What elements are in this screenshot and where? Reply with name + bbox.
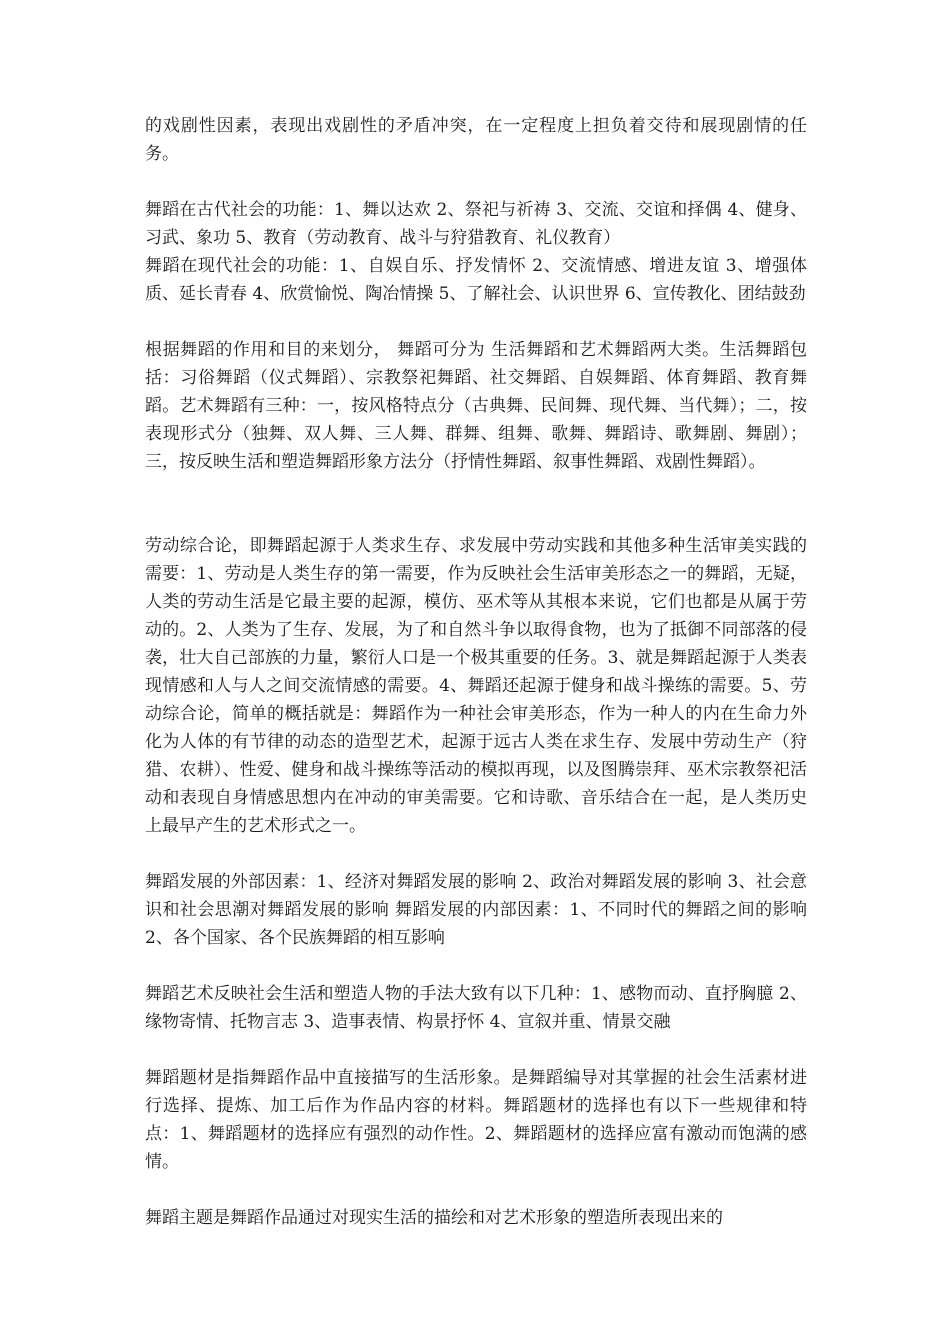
paragraph-spacer — [145, 1176, 807, 1204]
document-body — [145, 112, 807, 1232]
paragraph-spacer — [145, 308, 807, 336]
paragraph-dance-classification: 根据舞蹈的作用和目的来划分， 舞蹈可分为 生活舞蹈和艺术舞蹈两大类。生活舞蹈包括：习俗舞蹈（仪式舞蹈）、宗教祭祀舞蹈、社交舞蹈、自娱舞蹈、体育舞蹈、教育舞蹈。艺术舞蹈有三种：一，按风格特点分（古典舞、民间舞、现代舞、当代舞）；二，按表现形式分（独舞、双人舞、三人舞、群舞、组舞、歌舞、舞蹈诗、歌舞剧、舞剧）；三，按反映生活和塑造舞蹈形象方法分（抒情性舞蹈、叙事性舞蹈、戏剧性舞蹈）。 — [145, 340, 807, 472]
paragraph-modern-functions: 舞蹈在现代社会的功能：1、自娱自乐、抒发情怀 2、交流情感、增进友谊 3、增强体质、延长青春 4、欣赏愉悦、陶冶情操 5、了解社会、认识世界 6、宣传教化、团结鼓劲 — [145, 256, 807, 304]
paragraph-dance-subject: 舞蹈题材是指舞蹈作品中直接描写的生活形象。是舞蹈编导对其掌握的社会生活素材进行选择、提炼、加工后作为作品内容的材料。舞蹈题材的选择也有以下一些规律和特点：1、舞蹈题材的选择应有强烈的动作性。2、舞蹈题材的选择应富有激动而饱满的感情。 — [145, 1068, 807, 1172]
paragraph-spacer — [145, 1036, 807, 1064]
paragraph-drama-task: 的戏剧性因素，表现出戏剧性的矛盾冲突，在一定程度上担负着交待和展现剧情的任务。 — [145, 116, 807, 164]
paragraph-spacer — [145, 840, 807, 868]
paragraph-spacer — [145, 476, 807, 532]
paragraph-ancient-functions: 舞蹈在古代社会的功能：1、舞以达欢 2、祭祀与祈祷 3、交流、交谊和择偶 4、健身、习武、象功 5、教育（劳动教育、战斗与狩猎教育、礼仪教育） — [145, 200, 807, 248]
paragraph-labor-origin-theory: 劳动综合论，即舞蹈起源于人类求生存、求发展中劳动实践和其他多种生活审美实践的需要：1、劳动是人类生存的第一需要，作为反映社会生活审美形态之一的舞蹈，无疑，人类的劳动生活是它最主要的起源，模仿、巫术等从其根本来说，它们也都是从属于劳动的。2、人类为了生存、发展，为了和自然斗争以取得食物，也为了抵御不同部落的侵袭，壮大自己部族的力量，繁衍人口是一个极其重要的任务。3、就是舞蹈起源于人类表现情感和人与人之间交流情感的需要。4、舞蹈还起源于健身和战斗操练的需要。5、劳动综合论，简单的概括就是：舞蹈作为一种社会审美形态，作为一种人的内在生命力外化为人体的有节律的动态的造型艺术，起源于远古人类在求生存、发展中劳动生产（狩猎、农耕）、性爱、健身和战斗操练等活动的模拟再现，以及图腾崇拜、巫术宗教祭祀活动和表现自身情感思想内在冲动的审美需要。它和诗歌、音乐结合在一起，是人类历史上最早产生的艺术形式之一。 — [145, 536, 807, 836]
paragraph-development-factors: 舞蹈发展的外部因素：1、经济对舞蹈发展的影响 2、政治对舞蹈发展的影响 3、社会意识和社会思潮对舞蹈发展的影响 舞蹈发展的内部因素：1、不同时代的舞蹈之间的影响 2、各个国家、各个民族舞蹈的相互影响 — [145, 872, 807, 948]
paragraph-expression-techniques: 舞蹈艺术反映社会生活和塑造人物的手法大致有以下几种：1、感物而动、直抒胸臆 2、缘物寄情、托物言志 3、造事表情、构景抒怀 4、宣叙并重、情景交融 — [145, 984, 807, 1032]
paragraph-spacer — [145, 168, 807, 196]
paragraph-spacer — [145, 952, 807, 980]
paragraph-dance-theme: 舞蹈主题是舞蹈作品通过对现实生活的描绘和对艺术形象的塑造所表现出来的 — [145, 1208, 723, 1228]
